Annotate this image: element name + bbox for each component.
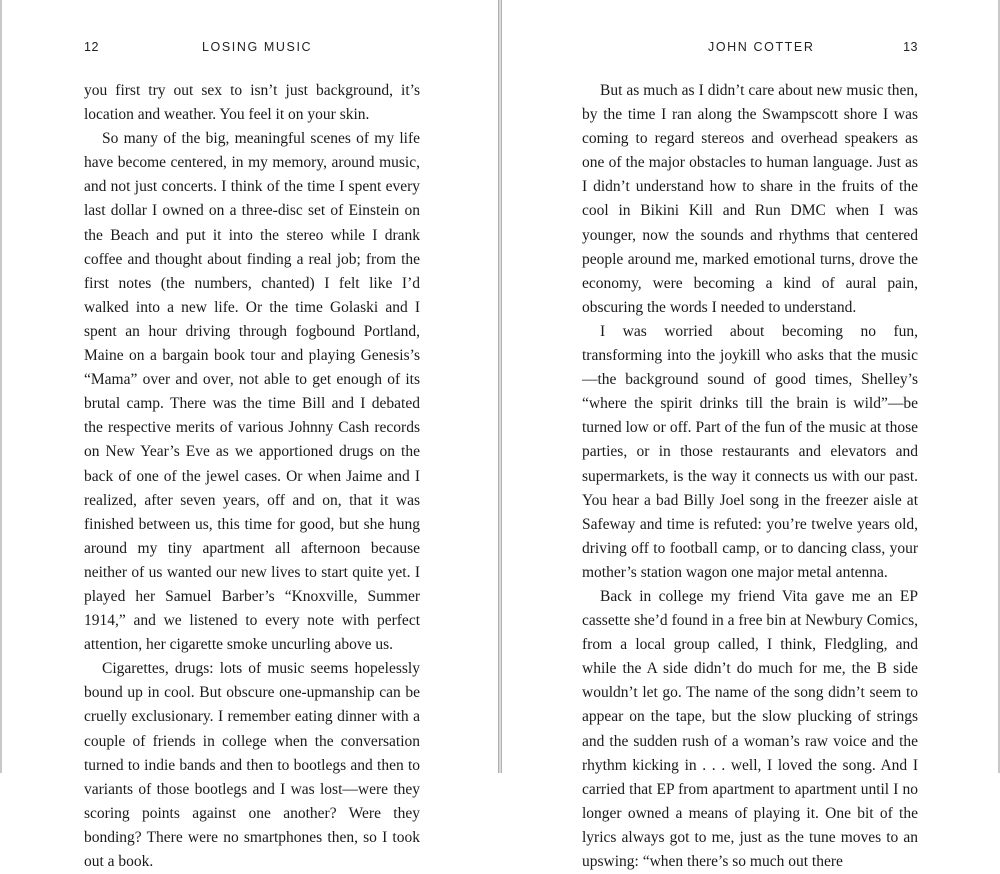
- right-page: [502, 0, 1000, 870]
- paragraph: Back in college my friend Vita gave me an EP cassette she’d found in a free bin at Newbury Comics, from a local group called, I think, Fledgling, and while the A side didn’t do much for me, the B side wouldn’t let go. The name of the song didn’t seem to appear on the tape, but the slow plucking of strings and the sudden rush of a woman’s raw voice and the rhythm kicking in . . . well, I loved the song. And I carried that EP from apartment to apartment until I no longer owned a means of playing it. One bit of the lyrics always got to me, just as the tune moves to an upswing: “when there’s so much out there: [582, 587, 918, 870]
- paragraph: you first try out sex to isn’t just background, it’s location and weather. You feel it on your skin.: [84, 82, 420, 124]
- paragraph: I was worried about becoming no fun, transforming into the joykill who asks that the music—the background sound of good times, Shelley’s “where the spirit drinks till the brain is wild”—be turned low or off. Part of the fun of the music at those parties, or in those restaurants and elevators and supermarkets, is the way it connects us with our past. You hear a bad Billy Joel song in the freezer aisle at Safeway and time is refuted: you’re twelve years old, driving off to football camp, or to dancing class, your mother’s station wagon one major metal antenna.: [582, 322, 918, 581]
- paragraph: So many of the big, meaningful scenes of my life have become centered, in my memory, around music, and not just concerts. I think of the time I spent every last dollar I owned on a three-disc set of Einstein on the Beach and put it into the stereo while I drank coffee and thought about finding a real job; from the first notes (the numbers, chanted) I felt like I’d walked into a new life. Or the time Golaski and I spent an hour driving through fogbound Portland, Maine on a bargain book tour and playing Genesis’s “Mama” over and over, not able to get enough of its brutal camp. There was the time Bill and I debated the respective merits of various Johnny Cash records on New Year’s Eve as we apportioned drugs on the back of one of the jewel cases. Or when Jaime and I realized, after seven years, off and on, that it was finished between us, this time for good, but she hung around my tiny apartment all afternoon because neither of us wanted our new lives to start quite yet. I played her Samuel Barber’s “Knoxville, Summer 1914,” and we listened to every note with perfect attention, her cigarette smoke uncurling above us.: [84, 130, 420, 654]
- left-page: [0, 0, 498, 870]
- body-text: [84, 79, 420, 874]
- page-number: 13: [903, 40, 918, 54]
- page-number: 12: [84, 40, 99, 54]
- running-head: LOSING MUSIC: [202, 40, 313, 54]
- body-text: [582, 79, 918, 874]
- paragraph: Cigarettes, drugs: lots of music seems hopelessly bound up in cool. But obscure one-upmanship can be cruelly exclusionary. I remember eating dinner with a couple of friends in college when the conversation turned to indie bands and then to bootlegs and then to variants of those bootlegs and I was lost—were they scoring points against one another? Were they bonding? There were no smartphones then, so I took out a book.: [84, 660, 420, 870]
- page-header: [582, 40, 918, 58]
- page-header: [84, 40, 420, 58]
- running-head: JOHN COTTER: [708, 40, 815, 54]
- page-edge: [0, 0, 2, 773]
- paragraph: But as much as I didn’t care about new music then, by the time I ran along the Swampscott shore I was coming to regard stereos and overhead speakers as one of the major obstacles to human language. Just as I didn’t understand how to share in the fruits of the cool in Bikini Kill and Run DMC when I was younger, now the sounds and rhythms that centered people around me, marked emotional turns, drove the economy, were becoming a kind of aural pain, obscuring the words I needed to understand.: [582, 82, 918, 316]
